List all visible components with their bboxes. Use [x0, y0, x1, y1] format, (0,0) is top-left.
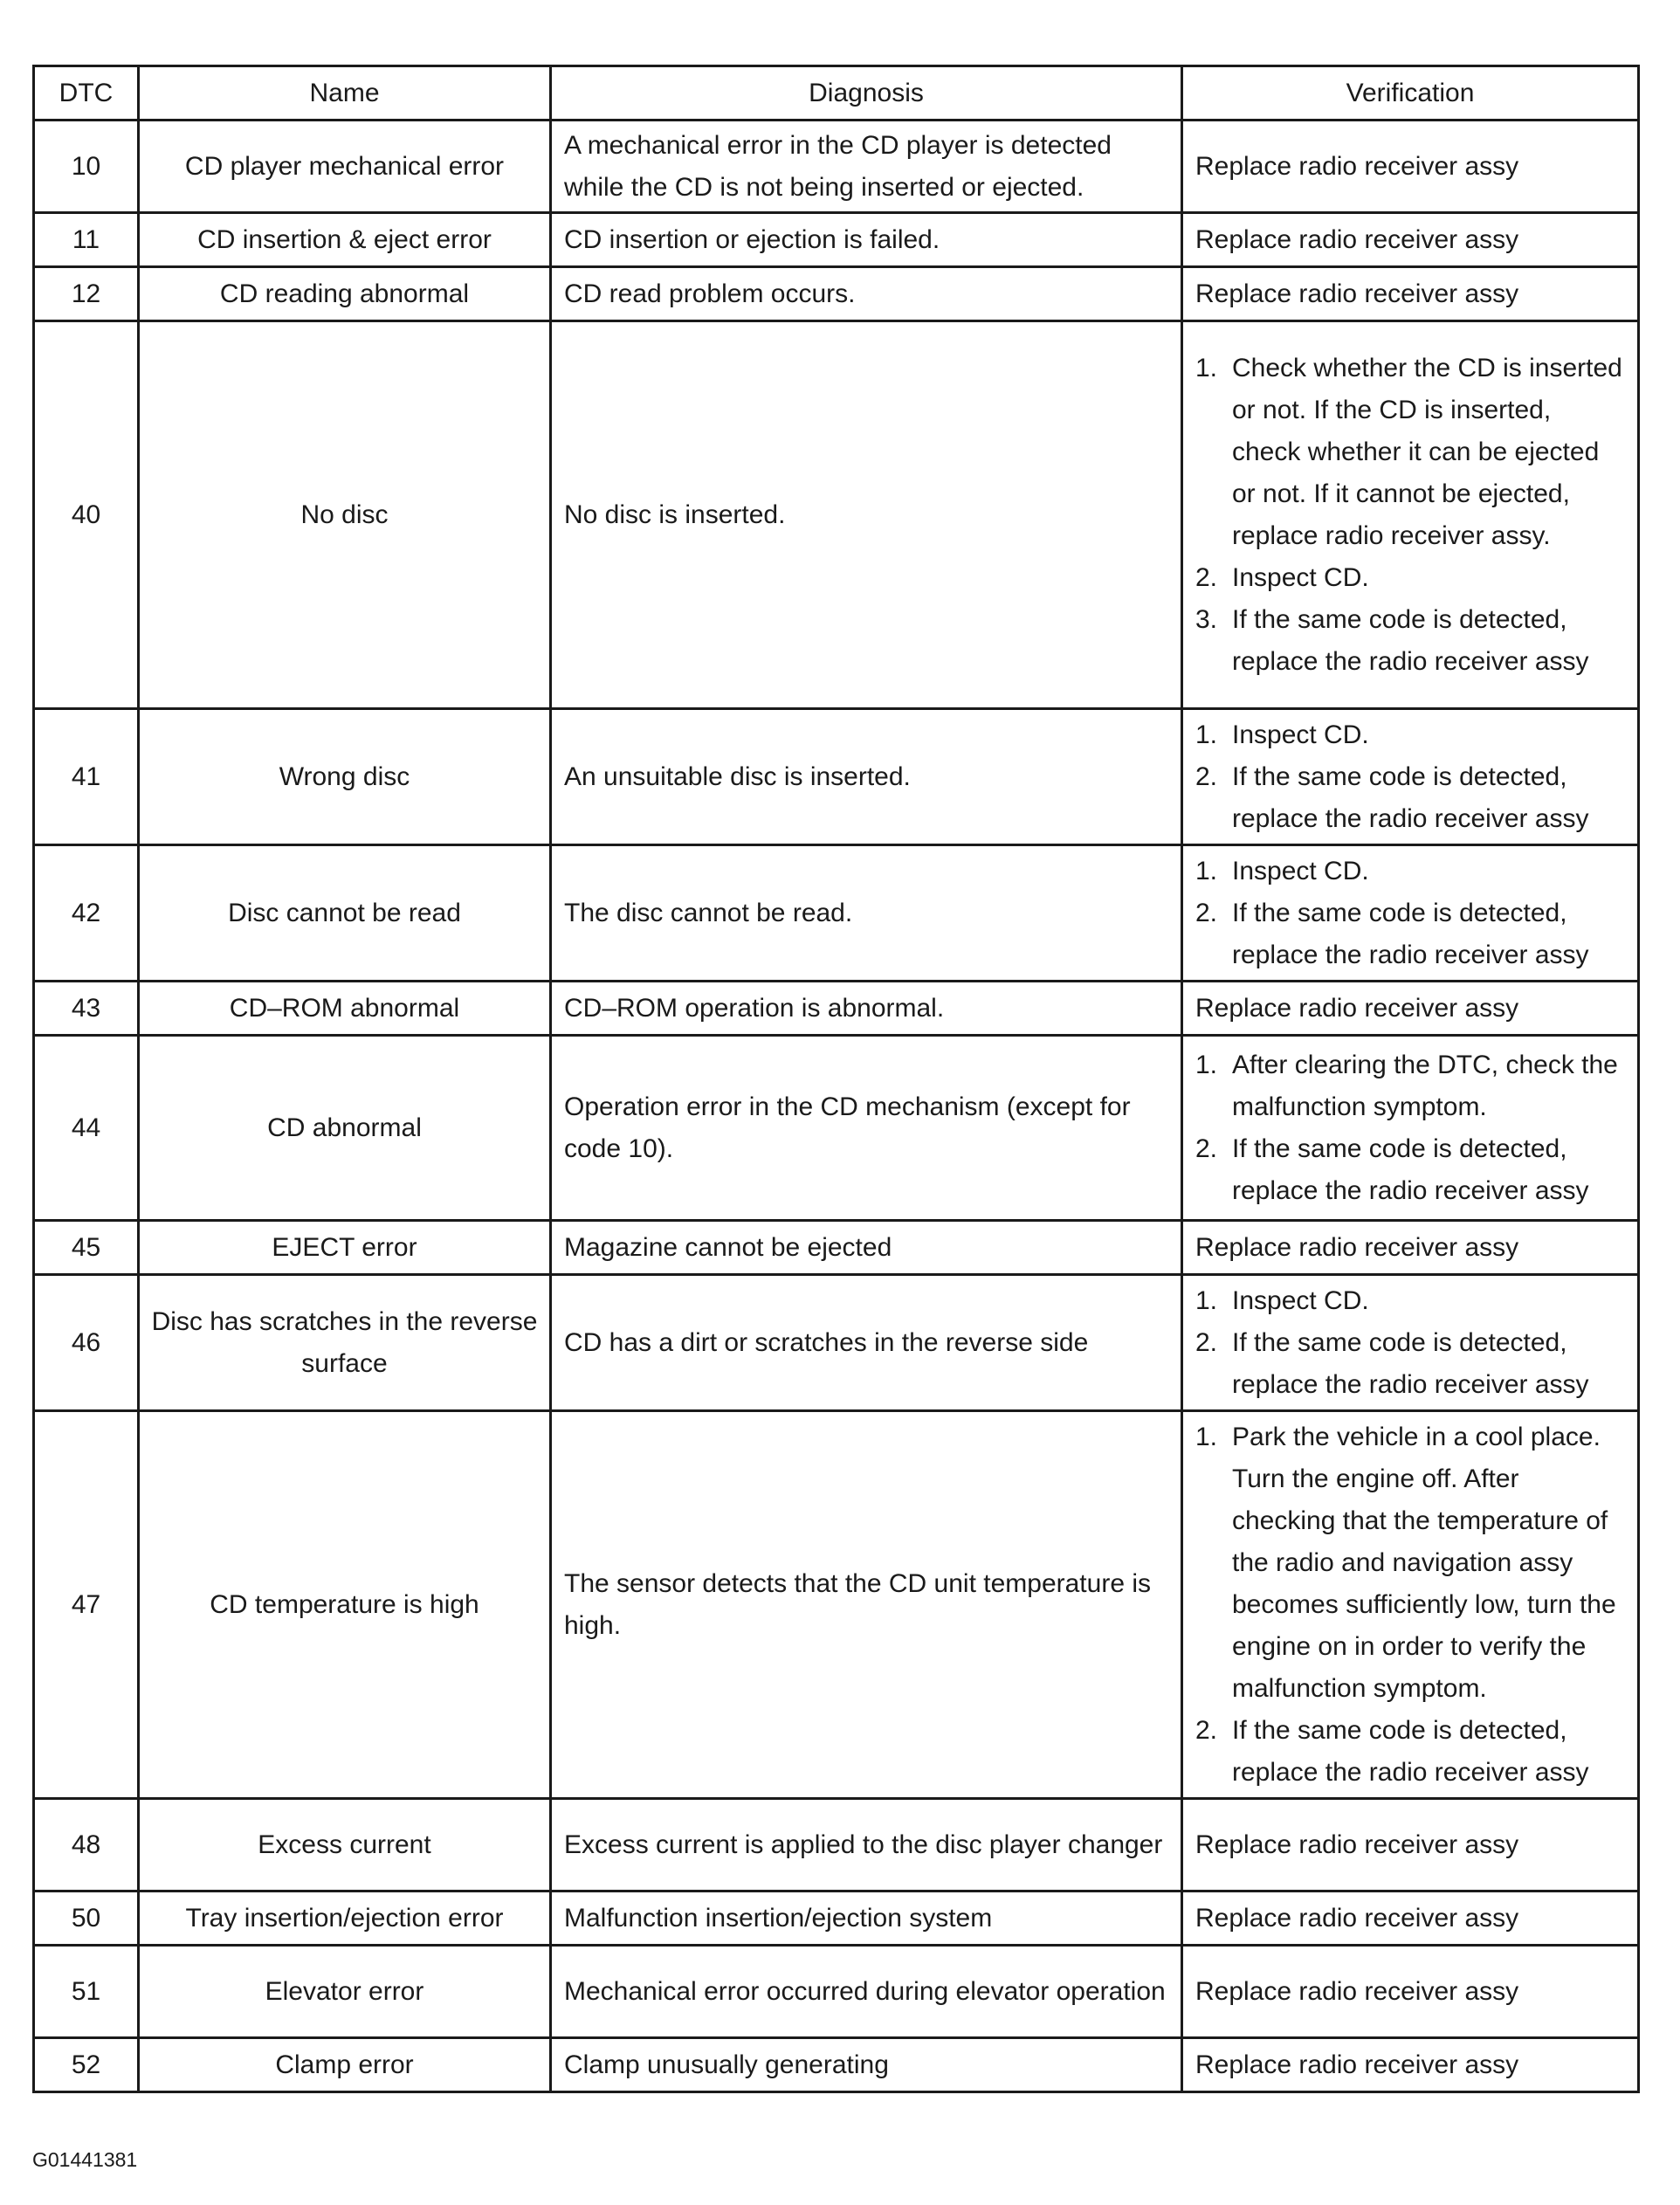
dtc-name: CD player mechanical error — [139, 121, 551, 213]
dtc-name: Elevator error — [139, 1946, 551, 2038]
table-header — [34, 66, 1639, 121]
step-text: After clearing the DTC, check the malfunction symptom. — [1232, 1050, 1618, 1121]
step-number: 1. — [1195, 720, 1218, 749]
dtc-code: 47 — [34, 1411, 139, 1799]
dtc-code: 40 — [34, 321, 139, 709]
step-number: 1. — [1195, 1285, 1218, 1315]
dtc-verification — [1182, 1411, 1639, 1799]
dtc-verification — [1182, 1275, 1639, 1411]
table-row — [34, 1036, 1639, 1221]
dtc-verification: Replace radio receiver assy — [1182, 267, 1639, 321]
step-text: If the same code is detected, replace the radio receiver assy — [1232, 761, 1589, 833]
verification-step — [1195, 557, 1625, 599]
table-row — [34, 845, 1639, 982]
verification-steps — [1195, 1044, 1625, 1212]
verification-step — [1195, 1280, 1625, 1322]
dtc-verification: Replace radio receiver assy — [1182, 1946, 1639, 2038]
verification-step — [1195, 1044, 1625, 1128]
header-verification: Verification — [1182, 66, 1639, 121]
dtc-name: Disc has scratches in the reverse surface — [139, 1275, 551, 1411]
dtc-name: Excess current — [139, 1799, 551, 1891]
dtc-diagnosis: Operation error in the CD mechanism (except for code 10). — [551, 1036, 1182, 1221]
step-number: 2. — [1195, 898, 1218, 927]
dtc-code: 45 — [34, 1221, 139, 1275]
verification-step — [1195, 756, 1625, 840]
dtc-diagnosis: Malfunction insertion/ejection system — [551, 1891, 1182, 1946]
step-number: 2. — [1195, 1134, 1218, 1163]
dtc-name: Tray insertion/ejection error — [139, 1891, 551, 1946]
table-row — [34, 213, 1639, 267]
step-text: Park the vehicle in a cool place. Turn the engine off. After checking that the temperature of the radio and navigation assy becomes sufficiently low, turn the engine on in order to verify the malfunction symptom. — [1232, 1422, 1616, 1703]
dtc-name: Disc cannot be read — [139, 845, 551, 982]
dtc-verification: Replace radio receiver assy — [1182, 213, 1639, 267]
dtc-verification: Replace radio receiver assy — [1182, 1891, 1639, 1946]
dtc-diagnosis: CD read problem occurs. — [551, 267, 1182, 321]
dtc-code: 48 — [34, 1799, 139, 1891]
step-text: If the same code is detected, replace the radio receiver assy — [1232, 1134, 1589, 1205]
table-row — [34, 1946, 1639, 2038]
dtc-diagnosis: Magazine cannot be ejected — [551, 1221, 1182, 1275]
dtc-verification — [1182, 321, 1639, 709]
step-text: Inspect CD. — [1232, 562, 1369, 592]
table-body — [34, 121, 1639, 2092]
dtc-name: No disc — [139, 321, 551, 709]
header-diagnosis: Diagnosis — [551, 66, 1182, 121]
step-text: Inspect CD. — [1232, 856, 1369, 885]
table-row — [34, 1411, 1639, 1799]
dtc-code: 10 — [34, 121, 139, 213]
table-row — [34, 321, 1639, 709]
step-number: 1. — [1195, 1050, 1218, 1079]
dtc-diagnosis: Mechanical error occurred during elevator operation — [551, 1946, 1182, 2038]
dtc-name: EJECT error — [139, 1221, 551, 1275]
step-number: 2. — [1195, 761, 1218, 791]
verification-step — [1195, 892, 1625, 976]
verification-step — [1195, 1128, 1625, 1212]
verification-steps — [1195, 1280, 1625, 1406]
verification-step — [1195, 1710, 1625, 1794]
dtc-name: CD reading abnormal — [139, 267, 551, 321]
dtc-name: CD temperature is high — [139, 1411, 551, 1799]
step-text: Inspect CD. — [1232, 1285, 1369, 1315]
header-row — [34, 66, 1639, 121]
dtc-diagnosis: The disc cannot be read. — [551, 845, 1182, 982]
dtc-code: 11 — [34, 213, 139, 267]
step-text: If the same code is detected, replace the radio receiver assy — [1232, 604, 1589, 676]
header-dtc: DTC — [34, 66, 139, 121]
step-number: 2. — [1195, 562, 1218, 592]
step-number: 1. — [1195, 1422, 1218, 1451]
step-text: Check whether the CD is inserted or not. If the CD is inserted, check whether it can be ejected or not. If it cannot be ejected, replace radio receiver assy. — [1232, 353, 1622, 550]
dtc-code: 44 — [34, 1036, 139, 1221]
dtc-diagnosis: An unsuitable disc is inserted. — [551, 709, 1182, 845]
step-number: 1. — [1195, 353, 1218, 382]
dtc-diagnosis: CD–ROM operation is abnormal. — [551, 982, 1182, 1036]
dtc-code: 46 — [34, 1275, 139, 1411]
dtc-verification: Replace radio receiver assy — [1182, 982, 1639, 1036]
step-number: 2. — [1195, 1715, 1218, 1745]
dtc-name: Wrong disc — [139, 709, 551, 845]
dtc-verification: Replace radio receiver assy — [1182, 121, 1639, 213]
verification-step — [1195, 1416, 1625, 1710]
dtc-verification: Replace radio receiver assy — [1182, 1221, 1639, 1275]
dtc-name: CD insertion & eject error — [139, 213, 551, 267]
verification-steps — [1195, 1416, 1625, 1794]
step-text: If the same code is detected, replace the radio receiver assy — [1232, 1327, 1589, 1399]
dtc-diagnosis: CD insertion or ejection is failed. — [551, 213, 1182, 267]
verification-step — [1195, 714, 1625, 756]
dtc-verification — [1182, 1036, 1639, 1221]
verification-step — [1195, 851, 1625, 892]
table-row — [34, 121, 1639, 213]
dtc-verification — [1182, 709, 1639, 845]
dtc-code: 12 — [34, 267, 139, 321]
step-number: 2. — [1195, 1327, 1218, 1357]
verification-step — [1195, 1322, 1625, 1406]
table-row — [34, 1275, 1639, 1411]
dtc-code: 51 — [34, 1946, 139, 2038]
step-number: 1. — [1195, 856, 1218, 885]
table-row — [34, 709, 1639, 845]
verification-steps — [1195, 348, 1625, 683]
step-text: If the same code is detected, replace the radio receiver assy — [1232, 1715, 1589, 1787]
dtc-verification: Replace radio receiver assy — [1182, 2038, 1639, 2092]
dtc-verification — [1182, 845, 1639, 982]
dtc-code: 43 — [34, 982, 139, 1036]
dtc-diagnosis: Clamp unusually generating — [551, 2038, 1182, 2092]
dtc-verification: Replace radio receiver assy — [1182, 1799, 1639, 1891]
dtc-code: 41 — [34, 709, 139, 845]
table-row — [34, 1891, 1639, 1946]
dtc-diagnosis: A mechanical error in the CD player is detected while the CD is not being inserted or ejected. — [551, 121, 1182, 213]
figure-code: G01441381 — [32, 2148, 138, 2171]
verification-steps — [1195, 714, 1625, 840]
dtc-diagnosis: Excess current is applied to the disc player changer — [551, 1799, 1182, 1891]
step-text: If the same code is detected, replace the radio receiver assy — [1232, 898, 1589, 969]
table-row — [34, 267, 1639, 321]
dtc-table — [32, 65, 1640, 2093]
dtc-diagnosis: CD has a dirt or scratches in the reverse side — [551, 1275, 1182, 1411]
dtc-diagnosis: The sensor detects that the CD unit temperature is high. — [551, 1411, 1182, 1799]
table-row — [34, 1221, 1639, 1275]
dtc-code: 52 — [34, 2038, 139, 2092]
dtc-code: 42 — [34, 845, 139, 982]
table-row — [34, 982, 1639, 1036]
dtc-diagnosis: No disc is inserted. — [551, 321, 1182, 709]
verification-step — [1195, 599, 1625, 683]
dtc-code: 50 — [34, 1891, 139, 1946]
step-number: 3. — [1195, 604, 1218, 634]
verification-steps — [1195, 851, 1625, 976]
dtc-name: CD–ROM abnormal — [139, 982, 551, 1036]
header-name: Name — [139, 66, 551, 121]
table-row — [34, 2038, 1639, 2092]
step-text: Inspect CD. — [1232, 720, 1369, 749]
verification-step — [1195, 348, 1625, 557]
table-row — [34, 1799, 1639, 1891]
dtc-name: Clamp error — [139, 2038, 551, 2092]
dtc-name: CD abnormal — [139, 1036, 551, 1221]
